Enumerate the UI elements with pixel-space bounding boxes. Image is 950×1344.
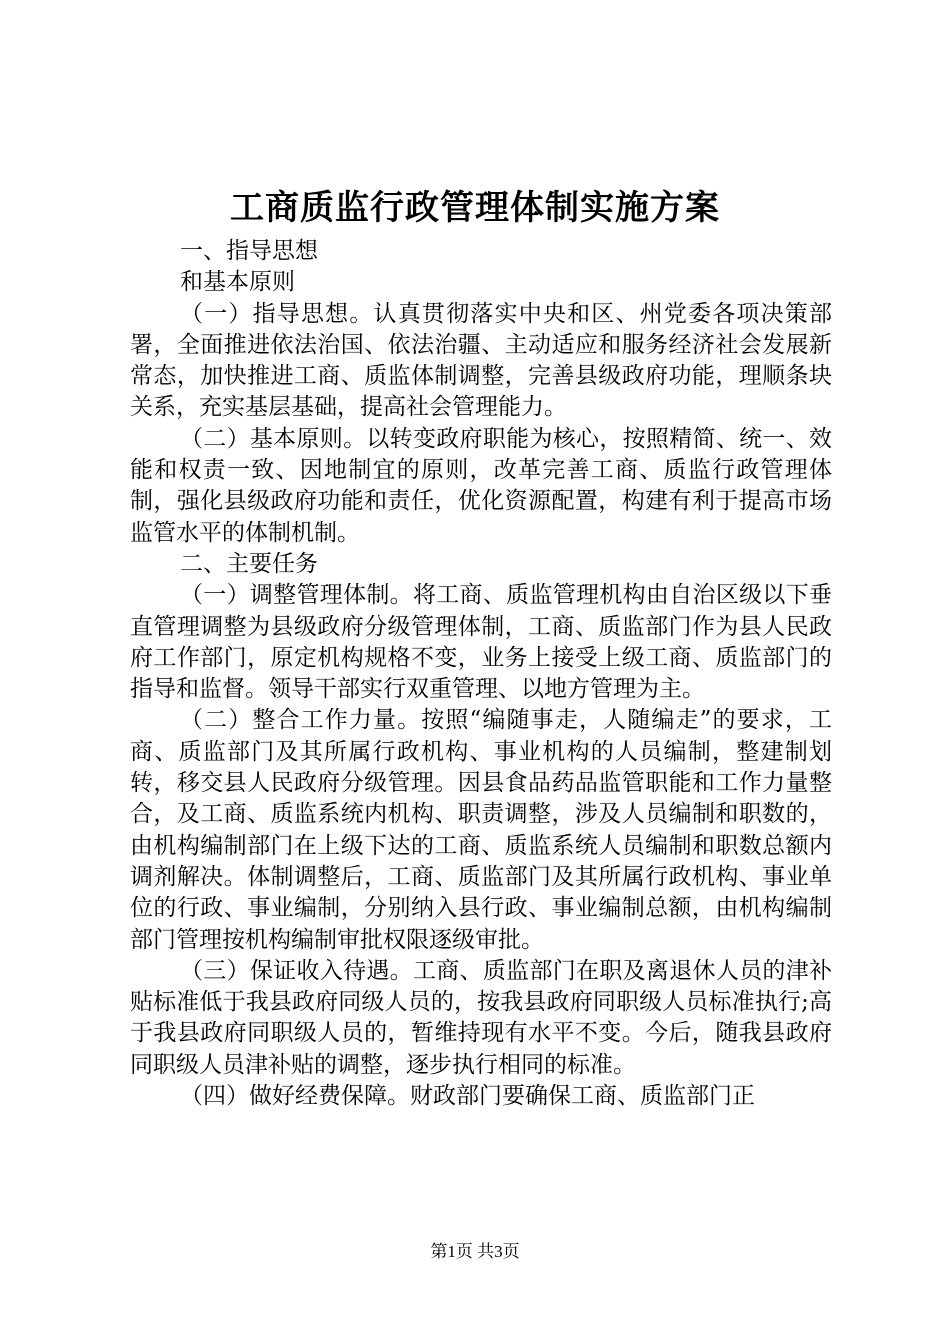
paragraph-income-guarantee: （三）保证收入待遇。工商、质监部门在职及离退休人员的津补贴标准低于我县政府同级人员的，按我县政府同职级人员标准执行;高于我县政府同职级人员的，暂维持现有水平不变。今后，随我县政府同职级人员津补贴的调整，逐步执行相同的标准。 xyxy=(130,957,832,1078)
section-heading-1-continued: 和基本原则 xyxy=(180,269,295,296)
page-footer: 第1页 共3页 xyxy=(430,1242,520,1261)
document-body xyxy=(130,236,832,1112)
section-heading-1: 一、指导思想 xyxy=(180,238,318,264)
paragraph-funding-guarantee: （四）做好经费保障。财政部门要确保工商、质监部门正 xyxy=(180,1083,755,1110)
paragraph-guiding-ideology: （一）指导思想。认真贯彻落实中央和区、州党委各项决策部署，全面推进依法治国、依法治疆、主动适应和服务经济社会发展新常态，加快推进工商、质监体制调整，完善县级政府功能，理顺条块关系，充实基层基础，提高社会管理能力。 xyxy=(130,300,832,421)
document-title: 工商质监行政管理体制实施方案 xyxy=(230,188,720,228)
paragraph-adjust-management: （一）调整管理体制。将工商、质监管理机构由自治区级以下垂直管理调整为县级政府分级管理体制，工商、质监部门作为县人民政府工作部门，原定机构规格不变，业务上接受上级工商、质监部门的指导和监督。领导干部实行双重管理、以地方管理为主。 xyxy=(130,582,832,703)
paragraph-integrate-workforce: （二）整合工作力量。按照“编随事走，人随编走”的要求，工商、质监部门及其所属行政机构、事业机构的人员编制，整建制划转，移交县人民政府分级管理。因县食品药品监管职能和工作力量整合，及工商、质监系统内机构、职责调整，涉及人员编制和职数的，由机构编制部门在上级下达的工商、质监系统人员编制和职数总额内调剂解决。体制调整后，工商、质监部门及其所属行政机构、事业单位的行政、事业编制，分别纳入县行政、事业编制总额，由机构编制部门管理按机构编制审批权限逐级审批。 xyxy=(130,707,832,953)
paragraph-basic-principles: （二）基本原则。以转变政府职能为核心，按照精简、统一、效能和权责一致、因地制宜的原则，改革完善工商、质监行政管理体制，强化县级政府功能和责任，优化资源配置，构建有利于提高市场监管水平的体制机制。 xyxy=(130,425,832,546)
section-heading-2: 二、主要任务 xyxy=(180,550,318,577)
